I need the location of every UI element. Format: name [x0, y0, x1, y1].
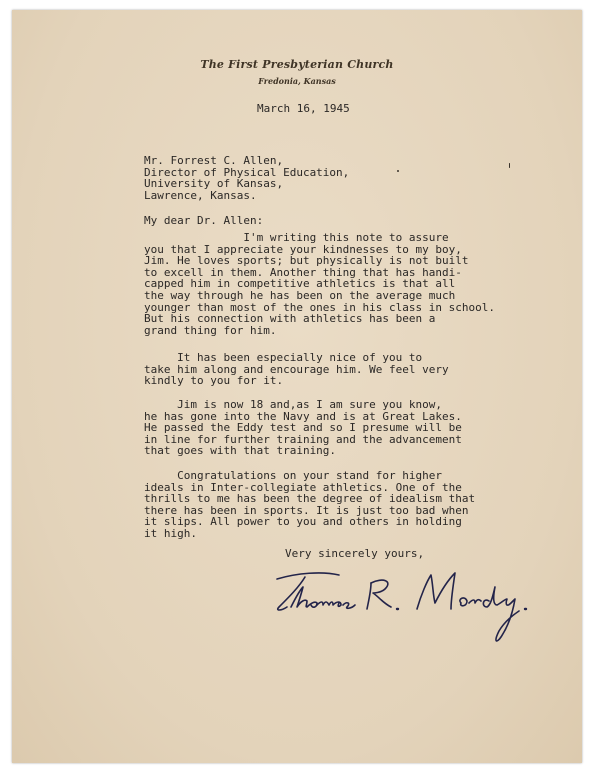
body-line: that goes with that training. [144, 444, 337, 458]
body-line: it slips. All power to you and others in holding [144, 515, 462, 529]
recipient-address [144, 155, 349, 201]
letterhead-organization: The First Presbyterian Church [200, 58, 394, 71]
body-line: ideals in Inter-collegiate athletics. One of the [144, 480, 462, 494]
body-line: he has gone into the Navy and is at Great Lakes. [144, 409, 462, 423]
body-paragraph-2 [144, 352, 449, 387]
body-line: thrills to me has been the degree of idealism that [144, 492, 476, 506]
body-line: I'm writing this note to assure [144, 231, 449, 244]
body-line: capped him in competitive athletics is that all [144, 277, 456, 291]
body-line: It has been especially nice of you to [144, 351, 423, 364]
body-line: Congratulations on your stand for higher [144, 469, 443, 482]
body-line: He passed the Eddy test and so I presume will be [144, 421, 462, 435]
body-line: But his connection with athletics has been a [144, 312, 436, 326]
body-line: grand thing for him. [144, 323, 277, 337]
body-paragraph-1 [144, 232, 495, 336]
body-line: there has been in sports. It is just too bad when [144, 503, 469, 517]
stray-ink-mark [509, 163, 510, 168]
address-line: Mr. Forrest C. Allen, [144, 154, 284, 167]
salutation: My dear Dr. Allen: [144, 214, 264, 227]
stray-ink-mark [397, 170, 399, 172]
body-line: in line for further training and the advancement [144, 432, 462, 446]
body-line: Jim is now 18 and,as I am sure you know, [144, 398, 443, 411]
body-line: the way through he has been on the average much [144, 288, 456, 302]
body-line: take him along and encourage him. We feel very [144, 362, 449, 376]
handwritten-signature [267, 565, 542, 650]
complimentary-closing: Very sincerely yours, [285, 547, 425, 560]
letter-date: March 16, 1945 [257, 102, 350, 115]
body-paragraph-4 [144, 470, 475, 540]
body-line: you that I appreciate your kindnesses to my boy, [144, 242, 462, 256]
body-line: kindly to you for it. [144, 374, 284, 388]
letter-page [12, 10, 582, 763]
address-line: Director of Physical Education, [144, 165, 350, 179]
body-line: Jim. He loves sports; but physically is not built [144, 254, 469, 268]
body-line: it high. [144, 526, 197, 540]
body-line: younger than most of the ones in his class in school. [144, 300, 495, 314]
address-line: University of Kansas, [144, 177, 284, 191]
body-line: to excell in them. Another thing that has handi- [144, 265, 462, 279]
letterhead-location: Fredonia, Kansas [258, 76, 336, 86]
body-paragraph-3 [144, 399, 462, 457]
address-line: Lawrence, Kansas. [144, 188, 257, 202]
